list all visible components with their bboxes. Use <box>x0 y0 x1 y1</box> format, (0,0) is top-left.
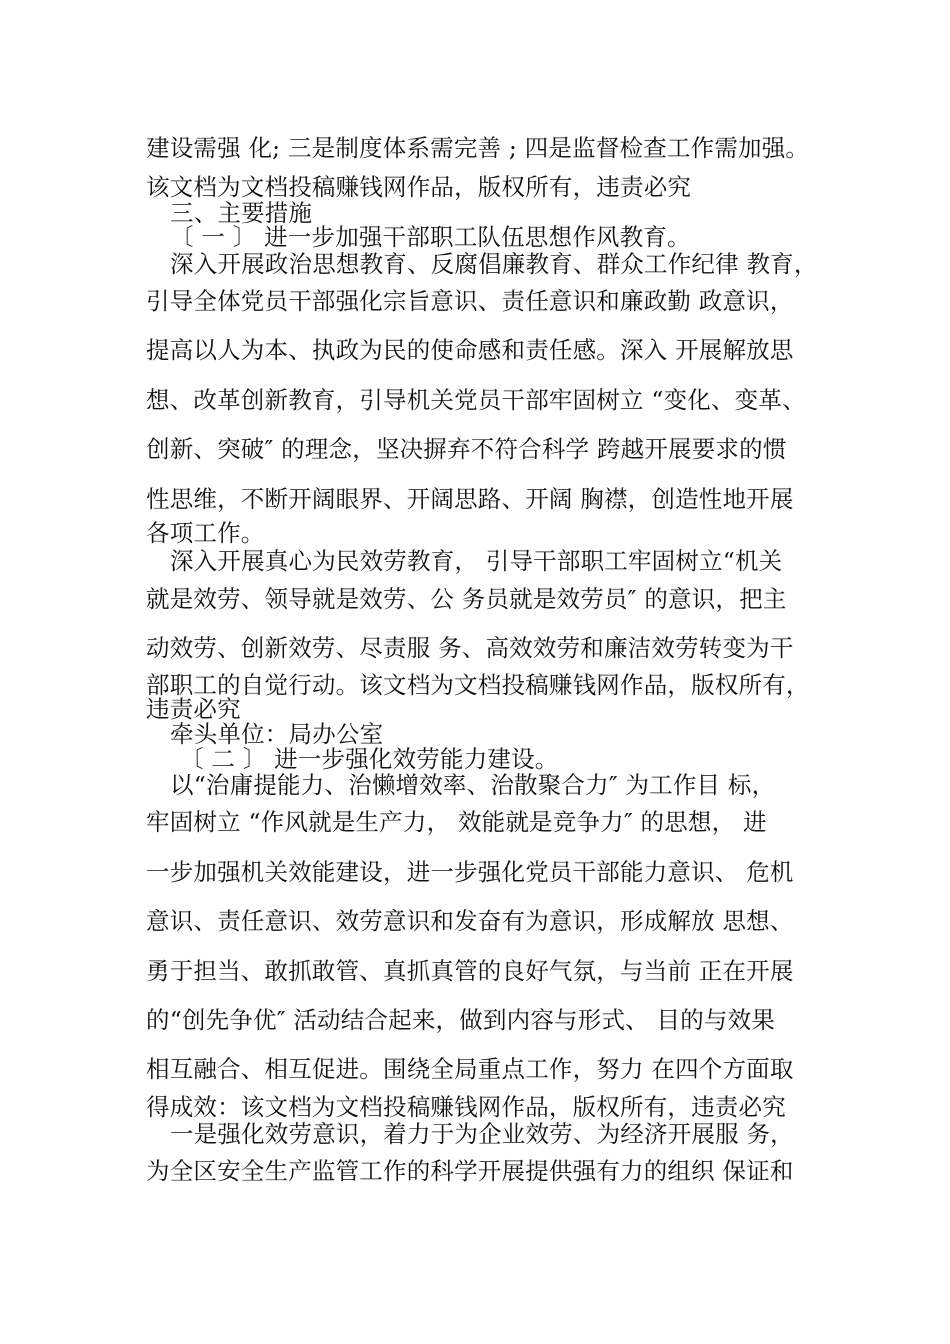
paragraph-line: 提高以人为本、执政为民的使命感和责任感。深入 开展解放思 <box>146 336 794 364</box>
subsection-heading: 〔 一 〕 进一步加强干部职工队伍思想作风教育。 <box>170 223 691 251</box>
paragraph-line: 建设需强 化; 三是制度体系需完善 ; 四是监督检查工作需加强。 <box>146 134 810 162</box>
paragraph-line: 部职工的自觉行动。该文档为文档投稿赚钱网作品，版权所有， <box>146 671 810 699</box>
paragraph-line: 一步加强机关效能建设，进一步强化党员干部能力意识、 危机 <box>146 858 794 886</box>
paragraph-line: 以“治庸提能力、治懒增效率、治散聚合力″ 为工作目 标， <box>170 771 776 799</box>
paragraph-line: 深入开展真心为民效劳教育， 引导干部职工牢固树立“机关 <box>170 547 783 575</box>
paragraph-line: 的“创先争优″ 活动结合起来，做到内容与形式、 目的与效果 <box>146 1006 776 1034</box>
paragraph-line: 各项工作。 <box>146 519 265 547</box>
paragraph-line: 引导全体党员干部强化宗旨意识、责任意识和廉政勤 政意识， <box>146 287 794 315</box>
paragraph-line: 深入开展政治思想教育、反腐倡廉教育、群众工作纪律 教育， <box>170 250 818 278</box>
copyright-notice: 得成效：该文档为文档投稿赚钱网作品，版权所有，违责必究 <box>146 1093 786 1121</box>
paragraph-line: 创新、突破″ 的理念，坚决摒弃不符合科学 跨越开展要求的惯 <box>146 435 787 463</box>
section-heading: 三、主要措施 <box>170 199 313 227</box>
paragraph-line: 一是强化效劳意识，着力于为企业效劳、为经济开展服 务， <box>170 1120 794 1148</box>
subsection-heading: 〔 二 〕 进一步强化效劳能力建设。 <box>180 745 559 773</box>
paragraph-line: 违责必究 <box>146 695 241 723</box>
paragraph-line: 为全区安全生产监管工作的科学开展提供强有力的组织 保证和 <box>146 1157 794 1185</box>
paragraph-line: 牢固树立 “作风就是生产力， 效能就是竞争力″ 的思想， 进 <box>146 808 767 836</box>
paragraph-line: 想、改革创新教育，引导机关党员干部牢固树立 “变化、变革、 <box>146 386 806 414</box>
paragraph-line: 相互融合、相互促进。围绕全局重点工作，努力 在四个方面取 <box>146 1055 794 1083</box>
paragraph-line: 勇于担当、敢抓敢管、真抓真管的良好气氛，与当前 正在开展 <box>146 957 794 985</box>
paragraph-line: 动效劳、创新效劳、尽责服 务、高效效劳和廉洁效劳转变为干 <box>146 634 794 662</box>
paragraph-line: 性思维，不断开阔眼界、开阔思路、开阔 胸襟，创造性地开展 <box>146 485 794 513</box>
paragraph-line: 意识、责任意识、效劳意识和发奋有为意识，形成解放 思想、 <box>146 907 794 935</box>
paragraph-line: 就是效劳、领导就是效劳、公 务员就是效劳员″ 的意识，把主 <box>146 585 787 613</box>
lead-unit-line: 牵头单位：局办公室 <box>170 720 384 748</box>
copyright-notice: 该文档为文档投稿赚钱网作品，版权所有，违责必究 <box>146 173 692 201</box>
